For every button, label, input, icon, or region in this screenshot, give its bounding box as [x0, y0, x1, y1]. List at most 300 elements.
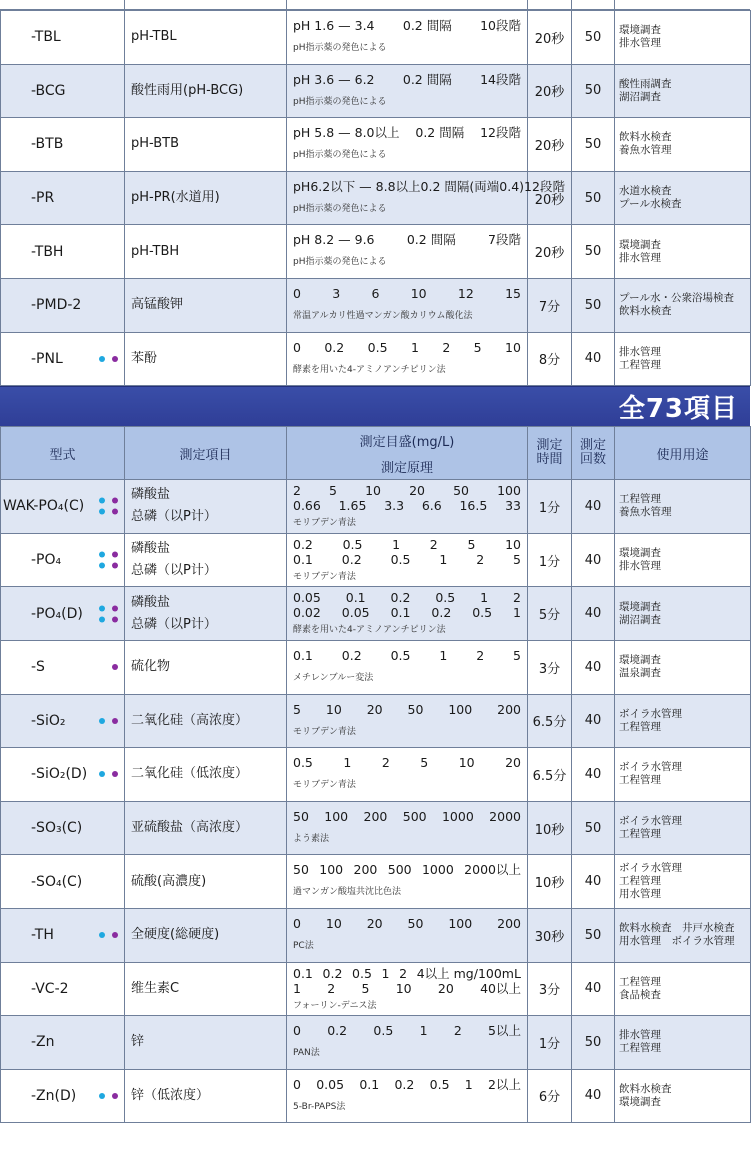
model-cell [1, 171, 125, 225]
model-cell [1, 1069, 125, 1123]
principle-text: 酵素を用いた4-アミノアンチピリン法 [293, 625, 446, 636]
range-cell [287, 801, 528, 855]
model-cell [1, 855, 125, 909]
item-cell [125, 64, 287, 118]
scale-value: 10 [325, 701, 342, 717]
scale-value: 0 [293, 339, 301, 355]
indicator-dots [99, 932, 118, 938]
scale-value: 2000 [489, 808, 521, 824]
scale-value: 5以上 [488, 1023, 521, 1039]
scale-value: 0.5 [390, 647, 411, 663]
use-line: 環境調査 [619, 24, 661, 37]
range-cell [287, 1069, 528, 1123]
count-cell: 50 [572, 801, 615, 855]
item-name: 苯酚 [131, 350, 158, 366]
scale-value: 3.3 [384, 498, 405, 514]
range-cell [287, 480, 528, 534]
scale-value: 2以上 [488, 1076, 521, 1092]
scale-value: pH 1.6 — 3.4 [293, 18, 375, 33]
time-cell: 6.5分 [528, 694, 572, 748]
use-cell [615, 64, 751, 118]
indicator-dots [99, 552, 118, 569]
item-cell [125, 171, 287, 225]
scale-value: 5 [513, 551, 521, 567]
scale-value: 200 [497, 701, 521, 717]
model-cell [1, 11, 125, 65]
scale-value: 2 [293, 483, 301, 499]
range-cell [287, 748, 528, 802]
model-cell [1, 694, 125, 748]
model-code: -VC-2 [31, 980, 69, 997]
time-cell: 1分 [528, 1016, 572, 1070]
model-code: -SO₄(C) [31, 873, 83, 890]
item-cell [125, 855, 287, 909]
principle-text: pH指示薬の発色による [293, 43, 387, 53]
scale-value: 0.1 [293, 965, 313, 981]
model-cell [1, 64, 125, 118]
model-code: -BTB [31, 136, 64, 153]
use-cell [615, 533, 751, 587]
table-row [1, 480, 751, 534]
item-name: 锌 [131, 1034, 145, 1050]
table-row [1, 533, 751, 587]
scale-value: 2 [442, 339, 451, 355]
scale-value: 0.5 [390, 551, 411, 567]
table-row [1, 801, 751, 855]
use-cell [615, 801, 751, 855]
scale-value: 33 [505, 498, 521, 514]
scale-values [293, 981, 521, 996]
scale-value: 0.5 [435, 590, 456, 606]
scale-value: 6 [371, 285, 380, 301]
principle-text: フォーリン-デニス法 [293, 1000, 377, 1011]
model-code: WAK-PO₄(C) [3, 498, 85, 515]
scale-value: 50 [453, 483, 469, 499]
item-name: 二氧化硅（低浓度） [131, 766, 249, 782]
model-code: -S [31, 659, 45, 676]
scale-values [293, 916, 521, 931]
use-line: 排水管理 [619, 1029, 661, 1042]
scale-values [293, 648, 521, 663]
blue-dot-icon [99, 1093, 105, 1099]
scale-value: pH 5.8 — 8.0以上 [293, 125, 400, 141]
scale-values [293, 340, 521, 355]
purple-dot-icon [112, 771, 118, 777]
model-cell [1, 908, 125, 962]
use-line: 水道水検査 [619, 185, 672, 198]
purple-dot-icon [112, 498, 118, 504]
scale-value: 0.5 [367, 339, 388, 355]
time-cell: 10秒 [528, 855, 572, 909]
table-row [1, 332, 751, 386]
use-line: 環境調査 [619, 600, 661, 613]
range-cell [287, 278, 528, 332]
scale-value: 0.5 [429, 1076, 450, 1092]
item-cell [125, 694, 287, 748]
item-cell [125, 962, 287, 1016]
model-code: -TBH [31, 243, 64, 260]
item-name: pH-PR(水道用) [131, 190, 220, 206]
principle-text: 5-Br-PAPS法 [293, 1101, 346, 1112]
use-line: 排水管理 [619, 560, 661, 573]
use-line: 飲料水検査 井戸水検査 [619, 922, 735, 935]
item-name: 酸性雨用(pH-BCG) [131, 82, 244, 98]
scale-value: 100 [497, 483, 521, 499]
scale-value: 0.2 [293, 536, 313, 552]
model-code: -PR [31, 190, 55, 207]
scale-value: 0.66 [293, 498, 321, 514]
blue-dot-icon [99, 563, 105, 569]
scale-value: 0.5 [472, 605, 493, 621]
purple-dot-icon [112, 552, 118, 558]
time-cell: 3分 [528, 640, 572, 694]
table-row [1, 171, 751, 225]
principle-text: メチレンブルー変法 [293, 672, 374, 683]
purple-dot-icon [112, 664, 118, 670]
scale-values [293, 537, 521, 552]
item-name: 硫化物 [131, 659, 171, 675]
use-line: 用水管理 ボイラ水管理 [619, 935, 735, 948]
scale-value: 1 [439, 647, 448, 663]
model-code: -SO₃(C) [31, 820, 83, 837]
principle-text: モリブデン青法 [293, 518, 356, 529]
table-header [1, 427, 751, 480]
item-name: 全硬度(総硬度) [131, 927, 220, 943]
use-line: 排水管理 [619, 37, 661, 50]
scale-values [293, 966, 521, 981]
indicator-dots [99, 771, 118, 777]
use-cell [615, 962, 751, 1016]
item-name: 高锰酸钾 [131, 297, 184, 313]
use-cell [615, 118, 751, 172]
model-code: -TBL [31, 29, 61, 46]
scale-value: 0 [293, 1076, 301, 1092]
scale-value: 50 [407, 915, 424, 931]
table-row [1, 855, 751, 909]
use-cell [615, 278, 751, 332]
scale-value: 200 [363, 808, 388, 824]
scale-value: 0.2 [394, 1076, 415, 1092]
table-row [1, 908, 751, 962]
indicator-dot-row [99, 552, 118, 558]
count-cell: 40 [572, 962, 615, 1016]
table-row [1, 1069, 751, 1123]
scale-value: 0.02 [293, 605, 321, 621]
scale-value: 500 [387, 862, 412, 878]
count-cell: 50 [572, 11, 615, 65]
header-count-line2: 回数 [579, 452, 606, 468]
use-line: 環境調査 [619, 547, 661, 560]
table-row [1, 694, 751, 748]
scale-value: 0.5 [342, 536, 363, 552]
scale-value: 5 [473, 339, 482, 355]
item-name: 磷酸盐 [131, 487, 171, 503]
use-line: 環境調査 [619, 654, 661, 667]
scale-value: 40以上 [480, 980, 521, 996]
scale-value: 1 [293, 980, 301, 996]
scale-value: 0.5 [352, 965, 372, 981]
blue-dot-icon [99, 605, 105, 611]
scale-values [293, 605, 521, 620]
model-code: -Zn [31, 1034, 55, 1051]
use-cell [615, 694, 751, 748]
scale-value: 2 [476, 551, 485, 567]
scale-value: 6.6 [421, 498, 442, 514]
range-cell [287, 908, 528, 962]
scale-value: 5 [293, 701, 301, 717]
item-cell [125, 748, 287, 802]
model-cell [1, 332, 125, 386]
item-cell [125, 278, 287, 332]
indicator-dot-row [99, 498, 118, 504]
scale-value: 0.2 [390, 590, 411, 606]
time-cell: 5分 [528, 587, 572, 641]
use-line: 工程管理 [619, 1042, 661, 1055]
model-cell [1, 587, 125, 641]
blue-dot-icon [99, 509, 105, 515]
indicator-dots [99, 718, 118, 724]
top-cut-strip [0, 0, 750, 10]
use-line: 酸性雨調査 [619, 77, 672, 90]
scale-value: 2 [453, 1023, 462, 1039]
header-time-line1: 測定 [536, 438, 563, 454]
range-cell [287, 533, 528, 587]
scale-value: 50 [293, 808, 309, 824]
time-cell: 8分 [528, 332, 572, 386]
count-cell: 40 [572, 640, 615, 694]
scale-values [293, 483, 521, 498]
count-cell: 40 [572, 480, 615, 534]
scale-value: 12段階 [524, 178, 565, 194]
scale-value: 1.65 [338, 498, 367, 514]
scale-value: 20 [366, 915, 383, 931]
principle-text: 酵素を用いた4-アミノアンチピリン法 [293, 364, 446, 375]
scale-value: 100 [319, 862, 344, 878]
use-line: 飲料水検査 [619, 131, 672, 144]
product-table [0, 426, 751, 1123]
use-cell [615, 908, 751, 962]
scale-value: 0.5 [373, 1023, 394, 1039]
use-line: 環境調査 [619, 1095, 661, 1108]
indicator-dots [99, 498, 118, 515]
model-cell [1, 748, 125, 802]
count-cell: 40 [572, 855, 615, 909]
header-time [528, 427, 572, 480]
use-cell [615, 748, 751, 802]
blue-dot-icon [99, 498, 105, 504]
blue-dot-icon [99, 616, 105, 622]
scale-value: pH6.2以下 — 8.8以上 [293, 178, 421, 194]
count-cell: 50 [572, 118, 615, 172]
use-line: ボイラ水管理 [619, 707, 682, 720]
use-line: 養魚水管理 [619, 144, 672, 157]
scale-values [293, 178, 565, 194]
purple-dot-icon [112, 509, 118, 515]
table-row [1, 118, 751, 172]
time-cell: 20秒 [528, 118, 572, 172]
time-cell: 20秒 [528, 11, 572, 65]
use-line: 温泉調査 [619, 667, 661, 680]
item-cell [125, 801, 287, 855]
model-code: -SiO₂(D) [31, 766, 88, 783]
indicator-dots [99, 1093, 118, 1099]
purple-dot-icon [112, 616, 118, 622]
scale-value: 0.05 [316, 1076, 345, 1092]
indicator-dot-row [99, 563, 118, 569]
scale-value: 3 [332, 285, 341, 301]
purple-dot-icon [112, 563, 118, 569]
scale-value: 12段階 [480, 125, 521, 141]
item-cell [125, 332, 287, 386]
scale-values [293, 498, 521, 513]
time-cell: 7分 [528, 278, 572, 332]
scale-value: 500 [402, 808, 427, 824]
scale-values [293, 862, 521, 877]
use-line: ボイラ水管理 [619, 862, 682, 875]
use-line: 湖沼調査 [619, 613, 661, 626]
count-cell: 40 [572, 748, 615, 802]
scale-value: 100 [448, 701, 473, 717]
scale-values [293, 125, 521, 140]
scale-values [293, 18, 521, 33]
scale-value: 0 [293, 285, 301, 301]
item-cell [125, 1069, 287, 1123]
header-range-principle: 測定原理 [380, 460, 433, 476]
scale-values [293, 72, 521, 87]
scale-value: pH 8.2 — 9.6 [293, 232, 375, 248]
model-cell [1, 640, 125, 694]
indicator-dots [112, 664, 118, 670]
item-name: 硫酸(高濃度) [131, 873, 207, 889]
item-name: 总磷（以P计） [131, 563, 217, 579]
principle-text: pH指示薬の発色による [293, 257, 387, 268]
scale-value: 0.2 [431, 605, 452, 621]
scale-value: 7段階 [488, 232, 521, 248]
scale-value: 1 [513, 605, 521, 621]
scale-value: 0 [293, 1023, 301, 1039]
use-cell [615, 480, 751, 534]
indicator-dot-row [99, 605, 118, 611]
use-line: プール水検査 [619, 198, 682, 211]
blue-dot-icon [99, 771, 105, 777]
principle-text: よう素法 [293, 833, 330, 844]
scale-value: 0.1 [293, 551, 313, 567]
scale-values [293, 552, 521, 567]
table-row [1, 640, 751, 694]
indicator-dot-row [99, 771, 118, 777]
scale-values [293, 809, 521, 824]
scale-value: 10 [325, 915, 342, 931]
count-cell: 50 [572, 278, 615, 332]
scale-value: 0.2 間隔(両端0.4) [420, 178, 525, 194]
indicator-dot-row [99, 356, 118, 362]
scale-value: 0.2 [341, 551, 362, 567]
scale-value: 4以上 mg/100mL [416, 965, 521, 981]
time-cell: 10秒 [528, 801, 572, 855]
item-cell [125, 533, 287, 587]
banner-title: 全73項目 [618, 394, 738, 425]
blue-dot-icon [99, 932, 105, 938]
model-code: -PNL [31, 350, 63, 367]
use-cell [615, 332, 751, 386]
use-cell [615, 11, 751, 65]
indicator-dots [99, 605, 118, 622]
item-name: 亚硫酸盐（高浓度） [131, 820, 249, 836]
model-code: -SiO₂ [31, 712, 66, 729]
scale-values [293, 232, 521, 247]
scale-value: pH 3.6 — 6.2 [293, 71, 375, 87]
header-count [572, 427, 615, 480]
indicator-dot-row [112, 664, 118, 670]
scale-value: 1 [392, 536, 401, 552]
scale-value: 1 [464, 1076, 473, 1092]
count-cell: 50 [572, 908, 615, 962]
range-cell [287, 64, 528, 118]
range-cell [287, 962, 528, 1016]
indicator-dot-row [99, 932, 118, 938]
range-cell [287, 118, 528, 172]
scale-value: 0.2 [341, 647, 362, 663]
use-line: 湖沼調査 [619, 90, 661, 103]
model-cell [1, 533, 125, 587]
use-line: 養魚水管理 [619, 506, 672, 519]
table-row [1, 64, 751, 118]
principle-text: pH指示薬の発色による [293, 203, 387, 214]
scale-value: 100 [448, 915, 473, 931]
scale-value: 1 [419, 1023, 428, 1039]
time-cell: 1分 [528, 480, 572, 534]
indicator-dot-row [99, 718, 118, 724]
model-code: -Zn(D) [31, 1087, 77, 1104]
item-name: 磷酸盐 [131, 594, 171, 610]
principle-text: モリブデン青法 [293, 780, 356, 791]
scale-value: 10段階 [480, 18, 521, 33]
scale-values [293, 1077, 521, 1092]
scale-value: 2 [327, 980, 336, 996]
purple-dot-icon [112, 932, 118, 938]
scale-value: 5 [329, 483, 337, 499]
use-line: 工程管理 [619, 774, 661, 787]
indicator-dots [99, 356, 118, 362]
range-cell [287, 640, 528, 694]
scale-value: 10 [365, 483, 381, 499]
model-code: -PO₄ [31, 552, 62, 569]
use-cell [615, 640, 751, 694]
count-cell: 40 [572, 694, 615, 748]
time-cell: 1分 [528, 533, 572, 587]
scale-value: 1 [439, 551, 448, 567]
scale-values [293, 590, 521, 605]
time-cell: 30秒 [528, 908, 572, 962]
scale-value: 20 [505, 755, 521, 771]
scale-value: 200 [353, 862, 378, 878]
model-code: -PMD-2 [31, 297, 82, 314]
model-code: -TH [31, 927, 54, 944]
item-name: 磷酸盐 [131, 541, 171, 557]
scale-value: 200 [497, 915, 521, 931]
use-line: 用水管理 [619, 888, 661, 901]
item-name: pH-BTB [131, 136, 180, 152]
scale-value: 0.5 [293, 755, 313, 771]
scale-value: 0.1 [345, 590, 366, 606]
item-cell [125, 908, 287, 962]
header-model: 型式 [1, 427, 125, 480]
indicator-dot-row [99, 1093, 118, 1099]
model-cell [1, 278, 125, 332]
use-cell [615, 225, 751, 279]
item-cell [125, 225, 287, 279]
principle-text: 過マンガン酸塩共沈比色法 [293, 887, 402, 898]
